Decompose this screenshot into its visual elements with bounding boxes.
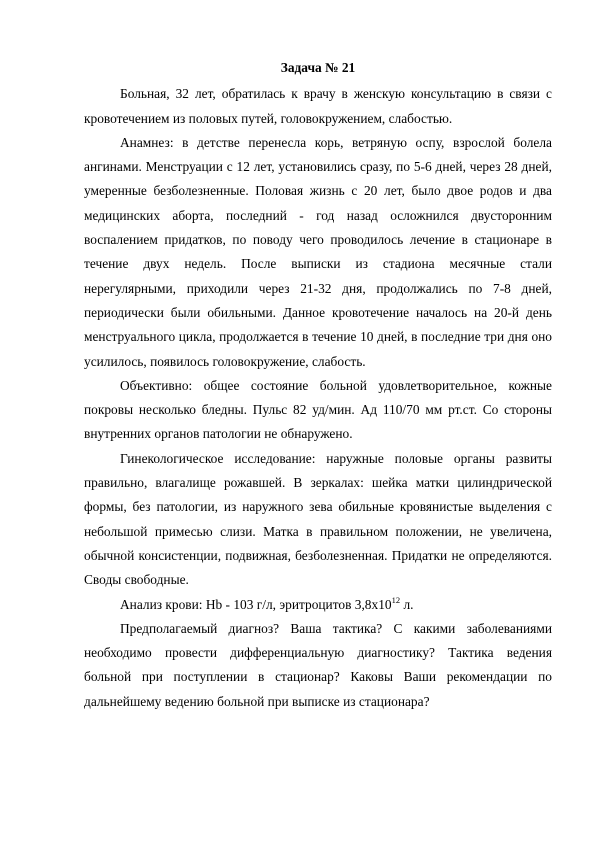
complaint-paragraph: Больная, 32 лет, обратилась к врачу в женскую консультацию в связи с кровотечением из половых путей, головокружением, слабостью. [84,86,552,126]
blood-test-exponent: 12 [391,594,401,605]
document-page [84,0,552,714]
questions-paragraph: Предполагаемый диагноз? Ваша тактика? С какими заболеваниями необходимо провести дифференциальную диагностику? Тактика ведения больной при поступлении в стационар? Каковы Ваши рекомендации по дальнейшему ведению больной при выписке из стационара? [84,620,552,709]
anamnesis-paragraph: Анамнез: в детстве перенесла корь, ветряную оспу, взрослой болела ангинами. Менструации с 12 лет, установились сразу, по 5-6 дней, через 28 дней, умеренные безболезненные. Половая жизнь с 20 лет, было двое родов и два медицинских аборта, последний - год назад осложнился двусторонним воспалением придатков, по поводу чего проводилось лечение в стационаре в течение двух недель. После выписки из стадиона месячные стали нерегулярными, приходили через 21-32 дня, продолжались по 7-8 дней, периодически были обильными. Данное кровотечение началось на 20-й день менструального цикла, продолжается в течение 10 дней, в последние три дня оно усилилось, появилось головокружение, слабость. [84,134,552,369]
task-title: Задача № 21 [280,60,356,75]
blood-test-text: Анализ крови: Hb - 103 г/л, эритроцитов 3,8х10 [120,596,392,612]
gynecological-paragraph: Гинекологическое исследование: наружные половые органы развиты правильно, влагалище рожавшей. В зеркалах: шейка матки цилиндрической формы, без патологии, из наружного зева обильные кровянистые выделения с небольшой примесью слизи. Матка в правильном положении, не увеличена, обычной консистенции, подвижная, безболезненная. Придатки не определяются. Своды свободные. [84,450,552,588]
blood-test-unit: л. [400,596,414,612]
objective-paragraph: Объективно: общее состояние больной удовлетворительное, кожные покровы несколько бледны. Пульс 82 уд/мин. Ад 110/70 мм рт.ст. Со стороны внутренних органов патологии не обнаружено. [84,377,552,442]
blood-test-paragraph [84,593,552,617]
